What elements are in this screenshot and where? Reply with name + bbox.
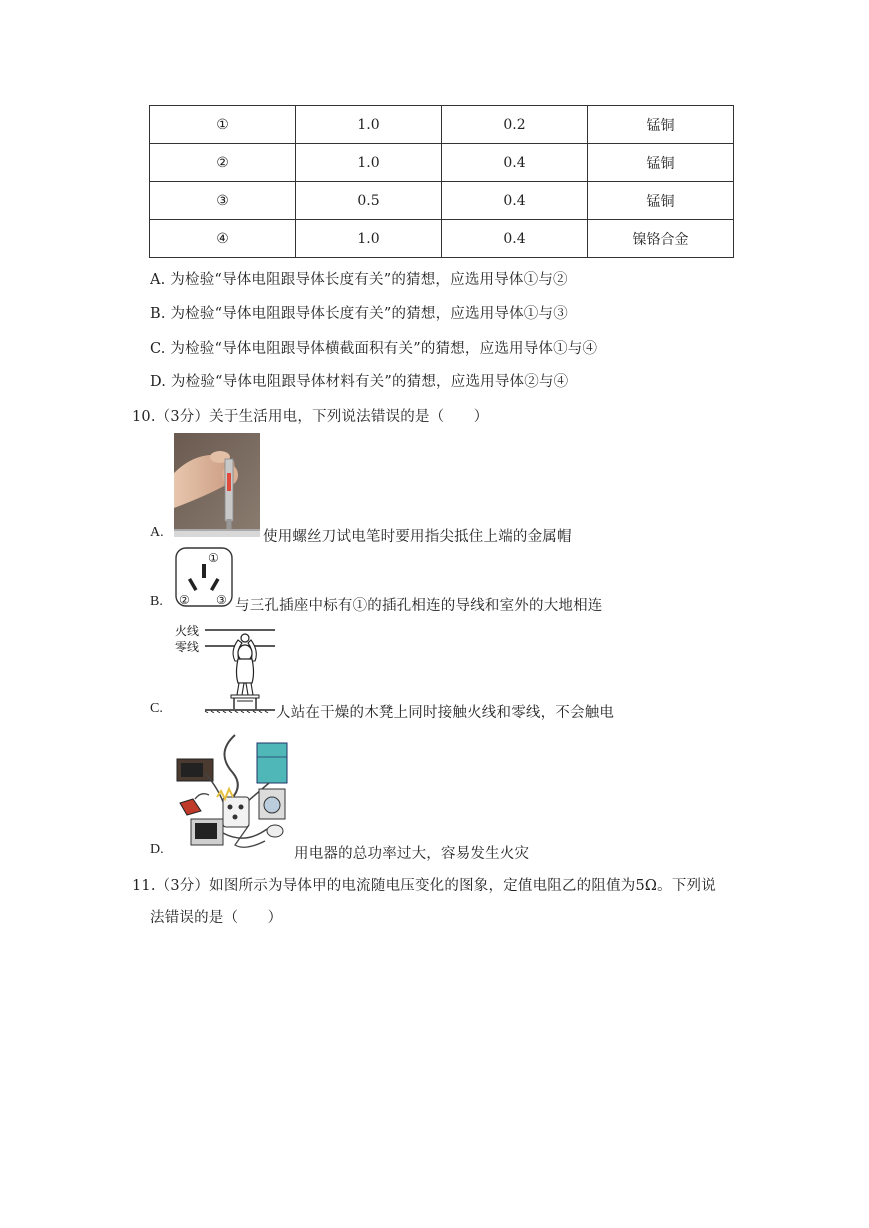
table-cell: ③ bbox=[150, 182, 296, 220]
table-cell: 0.5 bbox=[296, 182, 442, 220]
q9-option-c: C. 为检验“导体电阻跟导体横截面积有关”的猜想，应选用导体①与④ bbox=[150, 341, 598, 357]
table-cell: 镍铬合金 bbox=[588, 220, 734, 258]
q10-option-d-text: 用电器的总功率过大，容易发生火灾 bbox=[294, 846, 530, 862]
q9-option-d: D. 为检验“导体电阻跟导体材料有关”的猜想，应选用导体②与④ bbox=[150, 374, 569, 390]
socket-label-3: ③ bbox=[216, 593, 227, 607]
table-cell: 0.2 bbox=[442, 106, 588, 144]
table-cell: ④ bbox=[150, 220, 296, 258]
q10-option-c-letter: C. bbox=[150, 701, 163, 716]
q10-option-a-letter: A. bbox=[150, 525, 164, 540]
table-row bbox=[150, 220, 734, 258]
q10-stem: 10.（3分）关于生活用电，下列说法错误的是（ ） bbox=[132, 409, 489, 425]
wire-label-live: 火线 bbox=[175, 624, 200, 638]
test-pen-photo bbox=[174, 433, 260, 537]
table-cell: 锰铜 bbox=[588, 182, 734, 220]
table-cell: 1.0 bbox=[296, 144, 442, 182]
table-cell: 1.0 bbox=[296, 220, 442, 258]
q9-option-a: A. 为检验“导体电阻跟导体长度有关”的猜想，应选用导体①与② bbox=[150, 272, 568, 288]
table-cell: ② bbox=[150, 144, 296, 182]
conductor-table bbox=[149, 105, 734, 258]
q10-option-c-text: 人站在干燥的木凳上同时接触火线和零线，不会触电 bbox=[276, 705, 615, 721]
socket-label-2: ② bbox=[179, 593, 190, 607]
q11-stem-line2: 法错误的是（ ） bbox=[150, 910, 283, 926]
table-row bbox=[150, 144, 734, 182]
q11-stem-line1: 11.（3分）如图所示为导体甲的电流随电压变化的图象，定值电阻乙的阻值为5Ω。下列说 bbox=[132, 878, 716, 894]
table-cell: 锰铜 bbox=[588, 144, 734, 182]
socket-label-1: ① bbox=[208, 551, 219, 565]
q10-option-b-text: 与三孔插座中标有①的插孔相连的导线和室外的大地相连 bbox=[235, 598, 603, 614]
wire-label-neutral: 零线 bbox=[175, 640, 200, 654]
table-cell: 锰铜 bbox=[588, 106, 734, 144]
overloaded-outlet-illustration bbox=[175, 733, 293, 855]
q9-option-b: B. 为检验“导体电阻跟导体长度有关”的猜想，应选用导体①与③ bbox=[150, 306, 568, 322]
q10-option-d-letter: D. bbox=[150, 842, 164, 857]
table-cell: 1.0 bbox=[296, 106, 442, 144]
table-cell: 0.4 bbox=[442, 220, 588, 258]
q10-option-b-letter: B. bbox=[150, 594, 163, 609]
table-row bbox=[150, 106, 734, 144]
table-cell: 0.4 bbox=[442, 144, 588, 182]
table-cell: ① bbox=[150, 106, 296, 144]
table-cell: 0.4 bbox=[442, 182, 588, 220]
table-row bbox=[150, 182, 734, 220]
q10-option-a-text: 使用螺丝刀试电笔时要用指尖抵住上端的金属帽 bbox=[263, 529, 572, 545]
three-hole-socket-diagram bbox=[174, 546, 234, 608]
person-on-stool-diagram bbox=[175, 621, 275, 713]
